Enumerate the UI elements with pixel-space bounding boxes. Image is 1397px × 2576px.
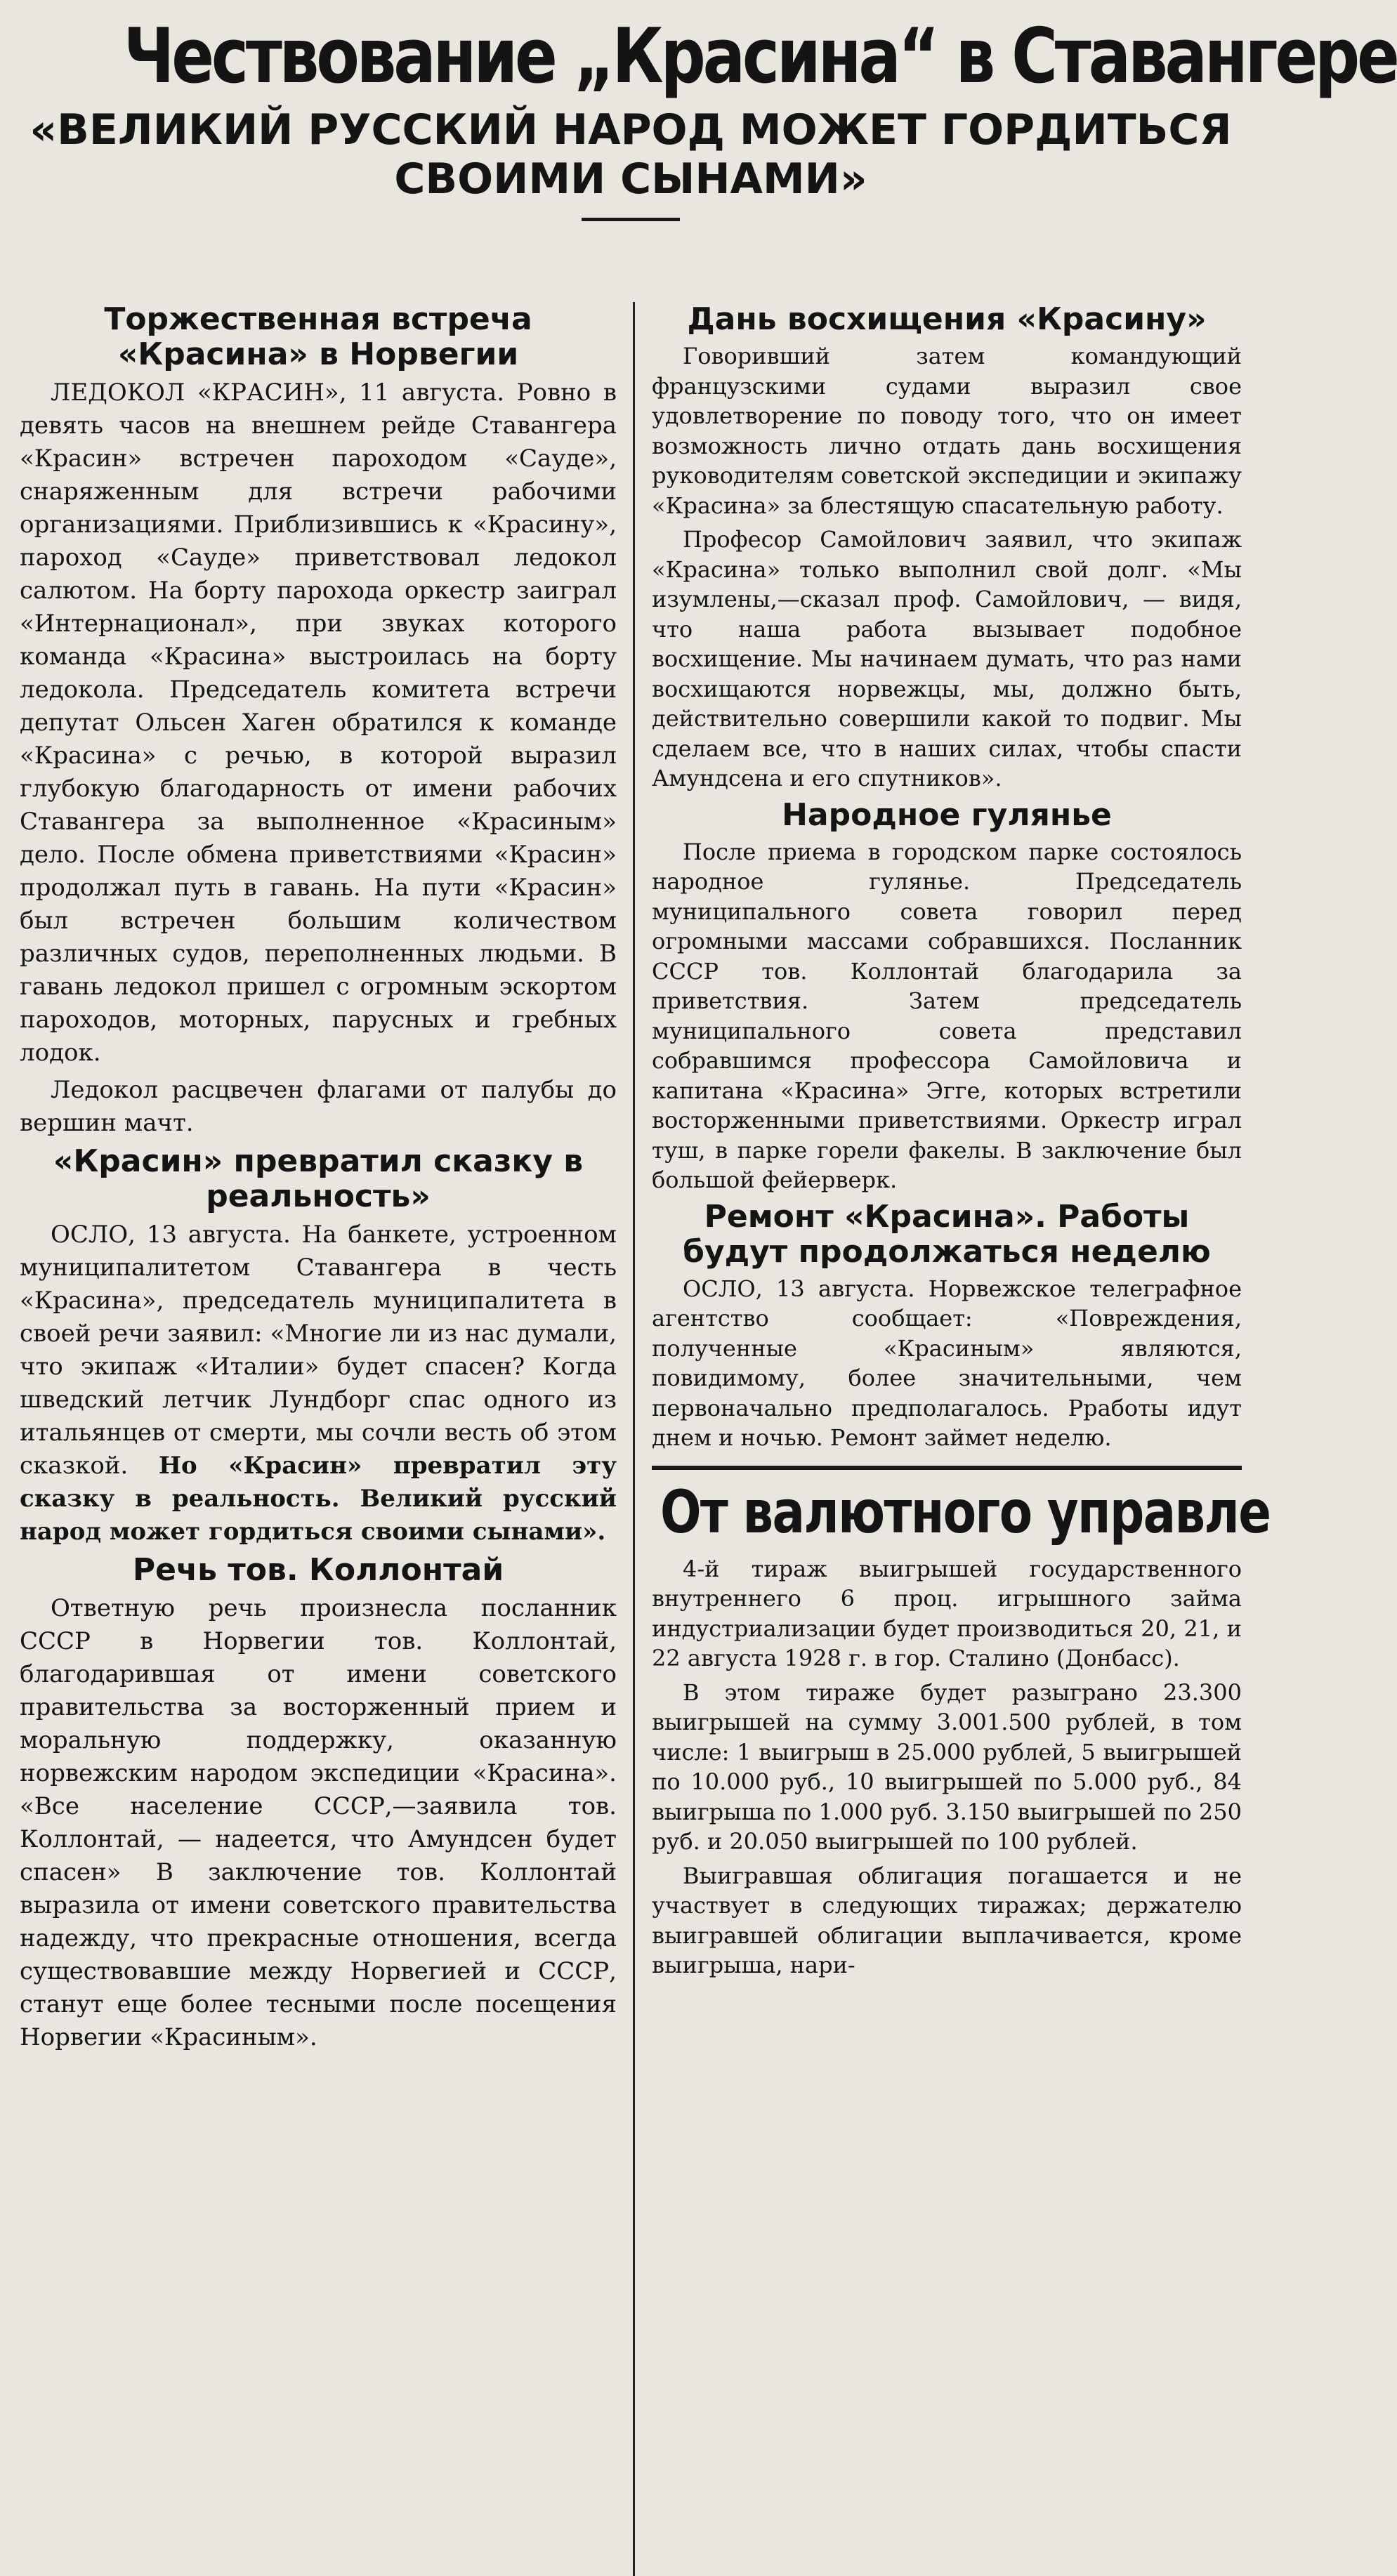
article-repair: [652, 1200, 1242, 1453]
article-valuta: [652, 1477, 1271, 1980]
column-divider: [633, 302, 635, 2576]
article-paragraph: Ледокол расцвечен флагами от палубы до вершин мачт.: [20, 1076, 617, 1137]
article-title: Ремонт «Красина». Работы будут продолжаться неделю: [683, 1198, 1211, 1270]
article-kollontai: [20, 1553, 617, 2054]
article-bold-text: Но «Красин» превратил эту сказку в реальность. Великий русский народ может гордиться своими сынами».: [20, 1452, 617, 1546]
article-paragraph: В этом тираже будет разыграно 23.300 выигрышей на сумму 3.001.500 рублей, в том числе: 1 выигрыш в 25.000 рублей, 5 выигрышей по 10.000 руб., 10 выигрышей по 5.000 руб., 84 выигрыша по 1.000 руб. 3.150 выигрышей по 250 руб. и 20.050 выигрышей по 100 рублей.: [652, 1678, 1242, 1855]
section-rule: [652, 1466, 1242, 1470]
headline: Чествование „Красина“ в Ставангере: [123, 13, 1397, 100]
article-paragraph: Ответную речь произнесла посланник СССР в Норвегии тов. Коллонтай, благодарившая от имени советского правительства за восторженный прием и моральную поддержку, оказанную норвежским народом экспедиции «Красина». «Все население СССР,—заявила тов. Коллонтай, — надеется, что Амундсен будет спасен» В заключение тов. Коллонтай выразила от имени советского правительства надежду, что прекрасные отношения, всегда существовавшие между Норвегией и СССР, станут еще более тесными после посещения Норвегии «Красиным».: [20, 1594, 617, 2051]
article-paragraph: [20, 1218, 617, 1549]
short-rule: [582, 218, 680, 221]
article-title: Народное гулянье: [782, 796, 1112, 833]
article-title: «Красин» превратил сказку в реальность»: [53, 1143, 584, 1214]
article-paragraph: ОСЛО, 13 августа. Норвежское телеграфное агентство сообщает: «Повреждения, полученные «Красиным» являются, повидимому, более значительными, чем первоначально предполагалось. Рработы идут днем и ночью. Ремонт займет неделю.: [652, 1275, 1242, 1451]
valuta-title: От валютного управле: [660, 1477, 1271, 1546]
article-paragraph: После приема в городском парке состоялось народное гулянье. Председатель муниципального совета говорил перед огромными массами собравшихся. Посланник СССР тов. Коллонтай благодарила за приветствия. Затем председатель муниципального совета представил собравшимся профессора Самойловича и капитана «Красина» Эгге, которых встретили восторженными приветствиями. Оркестр играл туш, в парке горели факелы. В заключение был большой фейерверк.: [652, 838, 1242, 1193]
article-paragraph: Говоривший затем командующий французскими судами выразил свое удовлетворение по поводу того, что он имеет возможность лично отдать дань восхищения руководителям советской экспедиции и экипажу «Красина» за блестящую спасательную работу.: [652, 343, 1242, 519]
subheadline: «ВЕЛИКИЙ РУССКИЙ НАРОД МОЖЕТ ГОРДИТЬСЯ СВОИМИ СЫНАМИ»: [29, 105, 1232, 204]
article-title: Дань восхищения «Красину»: [687, 301, 1207, 337]
article-tribute: [652, 302, 1242, 794]
article-festival: [652, 798, 1242, 1195]
left-column: [20, 302, 617, 2576]
article-text: ОСЛО, 13 августа. На банкете, устроенном муниципалитетом Ставангера в честь «Красина», председатель муниципалитета в своей речи заявил: «Многие ли из нас думали, что экипаж «Италии» будет спасен? Когда шведский летчик Лундборг спас одного из итальянцев от смерти, мы сочли весть об этом сказкой.: [20, 1221, 617, 1480]
article-welcome: [20, 302, 617, 1140]
article-title: Торжественная встреча «Красина» в Норвегии: [104, 301, 532, 372]
article-title: Речь тов. Коллонтай: [132, 1552, 504, 1588]
columns: [20, 301, 1271, 2576]
article-paragraph: ЛЕДОКОЛ «КРАСИН», 11 августа. Ровно в девять часов на внешнем рейде Ставангера «Красин» встречен пароходом «Сауде», снаряженным для встречи рабочими организациями. Приблизившись к «Красину», пароход «Сауде» приветствовал ледокол салютом. На борту парохода оркестр заиграл «Интернационал», при звуках которого команда «Красина» выстроилась на борту ледокола. Председатель комитета встречи депутат Ольсен Хаген обратился к команде «Красина» с речью, в которой выразил глубокую благодарность от имени рабочих Ставангера за выполненное «Красиным» дело. После обмена приветствиями «Красин» продолжал путь в гавань. На пути «Красин» был встречен большим количеством различных судов, переполненных людьми. В гавань ледокол пришел с огромным эскортом пароходов, моторных, парусных и гребных лодок.: [20, 379, 617, 1067]
article-paragraph: Професор Самойлович заявил, что экипаж «Красина» только выполнил свой долг. «Мы изумлены,—сказал проф. Самойлович, — видя, что наша работа вызывает подобное восхищение. Мы начинаем думать, что раз нами восхищаются норвежцы, мы, должно быть, действительно совершили какой то подвиг. Мы сделаем все, что в наших силах, чтобы спасти Амундсена и его спутников».: [652, 526, 1242, 791]
article-fairytale: [20, 1144, 617, 1549]
article-paragraph: 4-й тираж выигрышей государственного внутреннего 6 проц. игрышного займа индустриализации будет производиться 20, 21, и 22 августа 1928 г. в гор. Сталино (Донбасс).: [652, 1555, 1242, 1671]
article-paragraph: Выигравшая облигация погашается и не участвует в следующих тиражах; держателю выигравшей облигации выплачивается, кроме выигрыша, нари-: [652, 1862, 1242, 1978]
right-column: [652, 301, 1271, 2576]
